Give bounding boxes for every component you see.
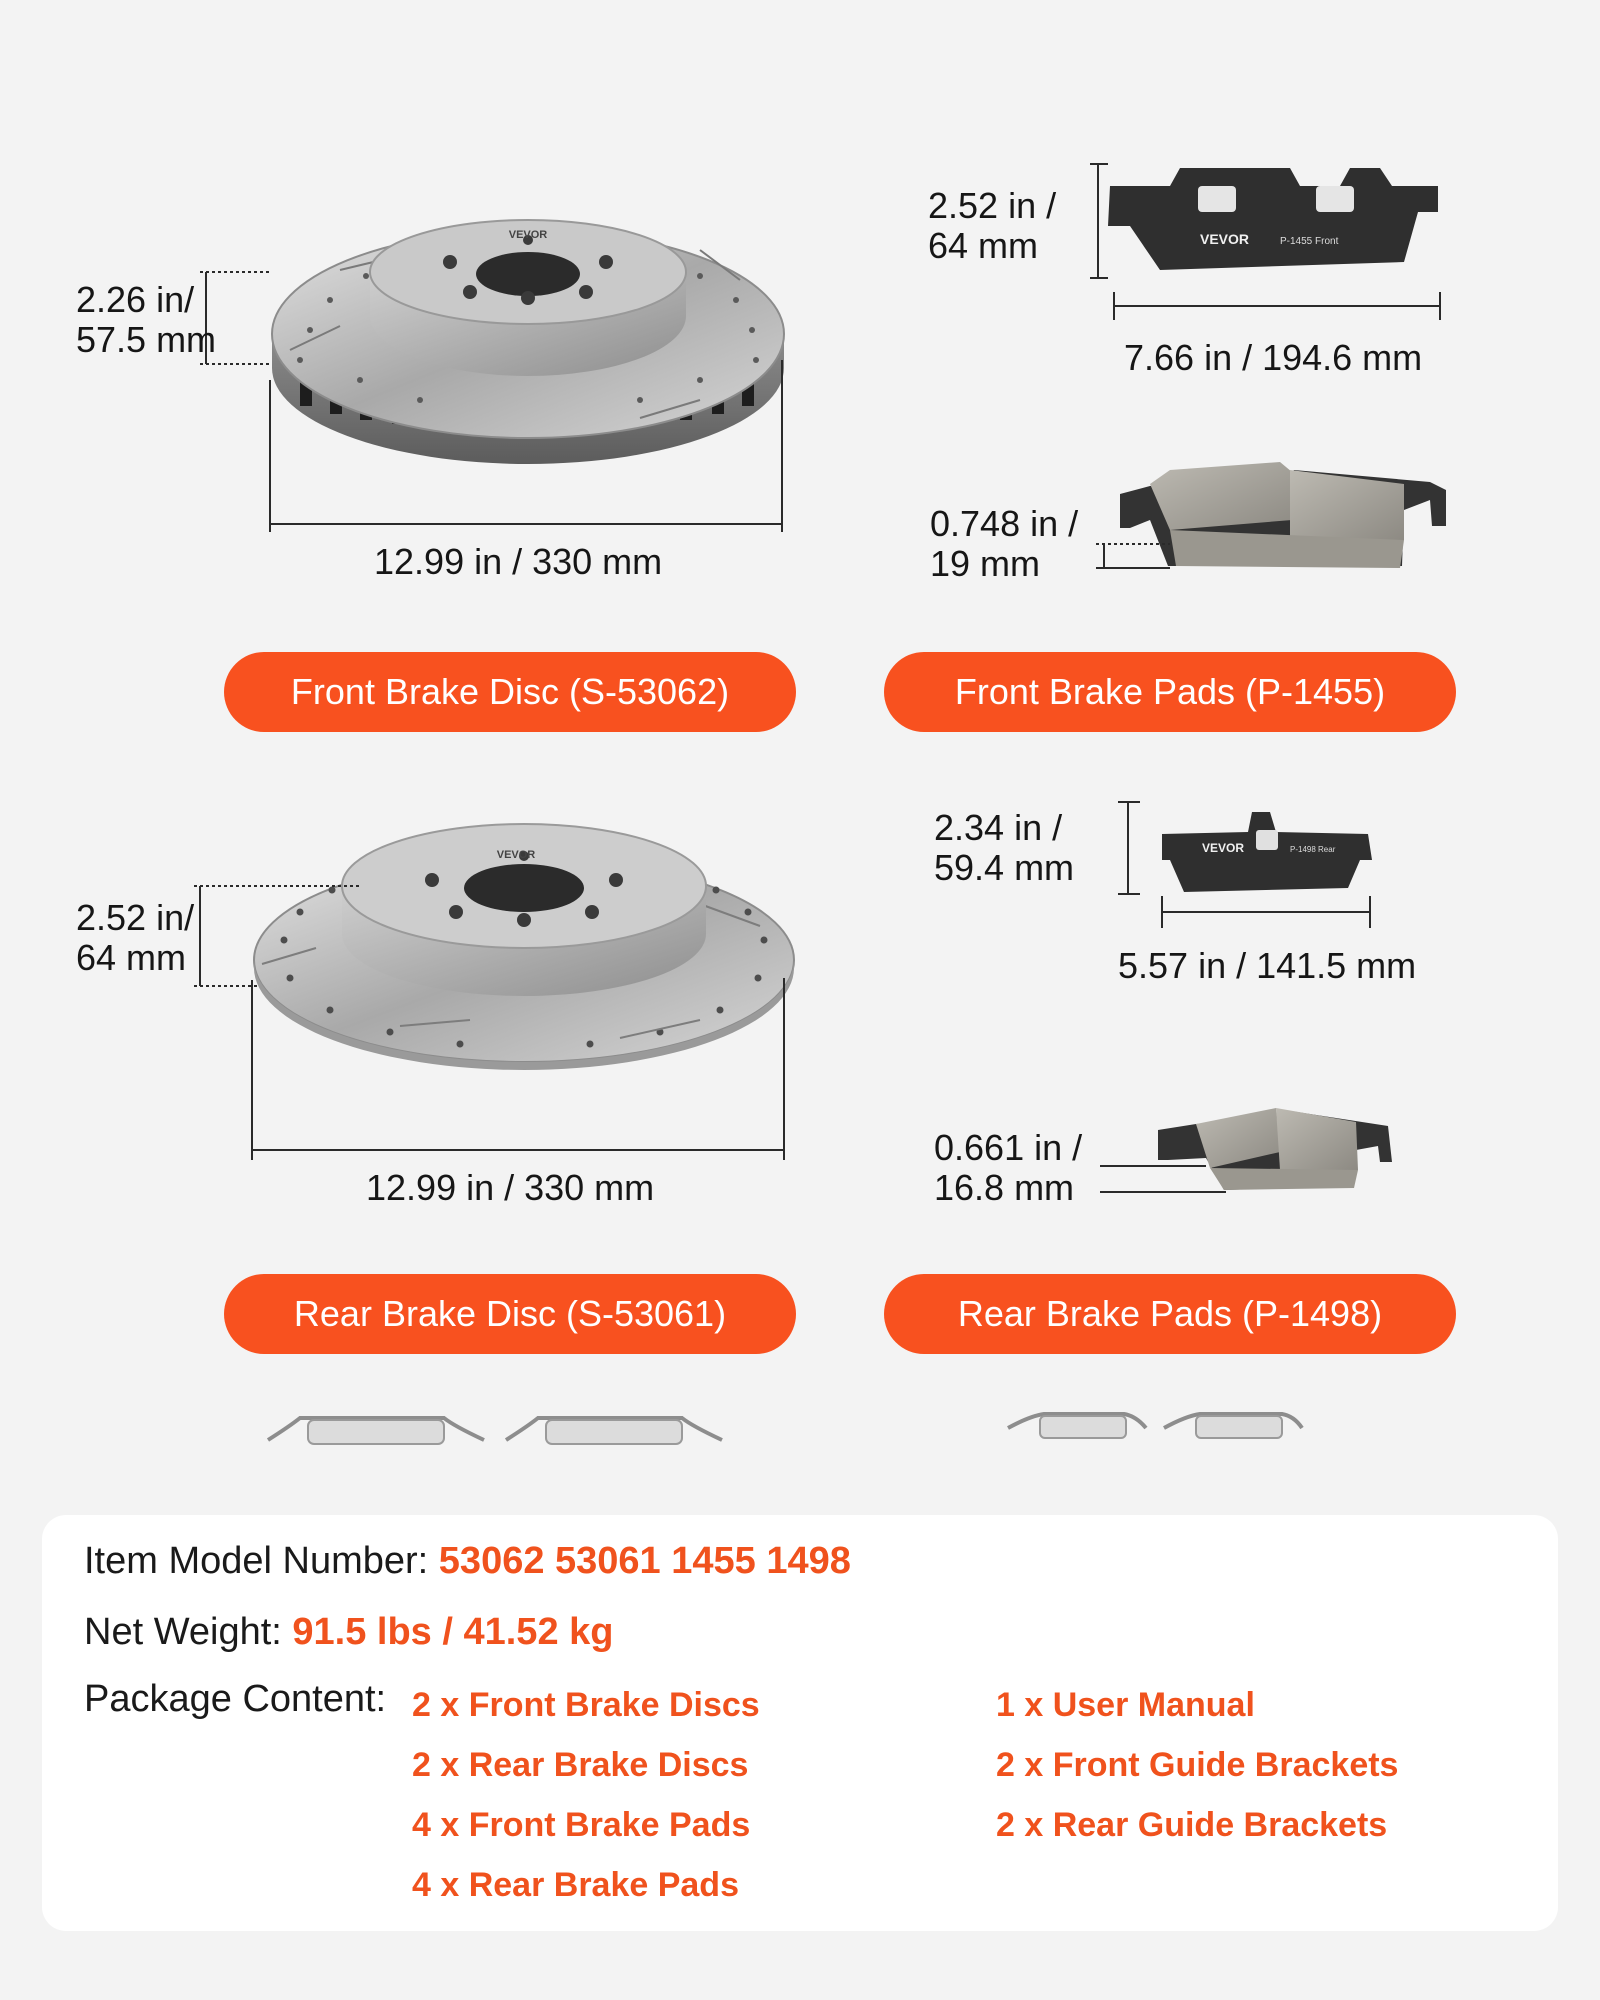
rear-pad-thickness-line2: 16.8 mm bbox=[934, 1167, 1075, 1208]
rear-disc-brand: VEVOR bbox=[496, 849, 536, 861]
front-disc-image bbox=[272, 220, 784, 464]
model-number-label: Item Model Number: bbox=[84, 1540, 439, 1582]
rear-pad-length-label: 5.57 in / 141.5 mm bbox=[1118, 945, 1417, 986]
rear-pad-side-image bbox=[1158, 1108, 1392, 1190]
model-number-value: 53062 53061 1455 1498 bbox=[438, 1540, 851, 1582]
front-disc-brand: VEVOR bbox=[508, 229, 548, 241]
front-pad-length-label: 7.66 in / 194.6 mm bbox=[1124, 337, 1423, 378]
front-disc-height-label bbox=[76, 280, 216, 360]
net-weight-value: 91.5 lbs / 41.52 kg bbox=[292, 1611, 614, 1653]
package-item: 2 x Rear Guide Brackets bbox=[996, 1806, 1388, 1844]
package-item: 4 x Rear Brake Pads bbox=[412, 1866, 739, 1904]
package-content-label: Package Content: bbox=[84, 1678, 387, 1720]
model-number-row bbox=[84, 1539, 851, 1583]
front-pad-thickness-line1: 0.748 in / bbox=[930, 503, 1079, 544]
net-weight-label: Net Weight: bbox=[84, 1611, 293, 1653]
front-guide-brackets-image bbox=[268, 1418, 722, 1444]
front-brake-disc-button[interactable]: Front Brake Disc (S-53062) bbox=[224, 652, 796, 732]
net-weight-row bbox=[84, 1610, 613, 1654]
rear-brake-pads-button[interactable]: Rear Brake Pads (P-1498) bbox=[884, 1274, 1456, 1354]
rear-guide-brackets-image bbox=[1008, 1414, 1302, 1438]
rear-pad-brand: VEVOR bbox=[1202, 841, 1245, 855]
front-pad-side-image bbox=[1120, 462, 1446, 568]
rear-disc-height-label bbox=[76, 898, 194, 978]
front-pad-thickness-line2: 19 mm bbox=[930, 543, 1041, 584]
front-pad-height-line1: 2.52 in / bbox=[928, 185, 1057, 226]
front-pad-mark: P-1455 Front bbox=[1280, 236, 1339, 247]
specifications-card bbox=[42, 1515, 1558, 1931]
front-brake-pads-button[interactable]: Front Brake Pads (P-1455) bbox=[884, 652, 1456, 732]
rear-disc-diameter-label: 12.99 in / 330 mm bbox=[366, 1167, 655, 1208]
rear-pad-height-label bbox=[934, 808, 1074, 888]
rear-disc-height-line2: 64 mm bbox=[76, 937, 187, 978]
rear-pad-mark: P-1498 Rear bbox=[1290, 845, 1336, 854]
rear-pad-height-line1: 2.34 in / bbox=[934, 807, 1063, 848]
front-pad-height-line2: 64 mm bbox=[928, 225, 1039, 266]
front-disc-height-line2: 57.5 mm bbox=[76, 319, 217, 360]
front-pad-image bbox=[1108, 168, 1438, 270]
front-disc-height-line1: 2.26 in/ bbox=[76, 279, 195, 320]
package-item: 2 x Front Brake Discs bbox=[412, 1686, 760, 1724]
package-item: 2 x Rear Brake Discs bbox=[412, 1746, 749, 1784]
front-disc-diameter-label: 12.99 in / 330 mm bbox=[374, 541, 663, 582]
package-item: 2 x Front Guide Brackets bbox=[996, 1746, 1399, 1784]
rear-pad-thickness-line1: 0.661 in / bbox=[934, 1127, 1083, 1168]
front-pad-brand: VEVOR bbox=[1200, 231, 1250, 247]
front-pad-thickness-label bbox=[930, 504, 1078, 584]
rear-pad-thickness-label bbox=[934, 1128, 1082, 1208]
rear-brake-disc-button[interactable]: Rear Brake Disc (S-53061) bbox=[224, 1274, 796, 1354]
rear-pad-image bbox=[1162, 812, 1372, 892]
package-item: 4 x Front Brake Pads bbox=[412, 1806, 751, 1844]
rear-disc-image bbox=[254, 824, 794, 1070]
package-item: 1 x User Manual bbox=[996, 1686, 1255, 1724]
front-pad-height-label bbox=[928, 186, 1056, 266]
rear-pad-height-line2: 59.4 mm bbox=[934, 847, 1075, 888]
rear-disc-height-line1: 2.52 in/ bbox=[76, 897, 195, 938]
